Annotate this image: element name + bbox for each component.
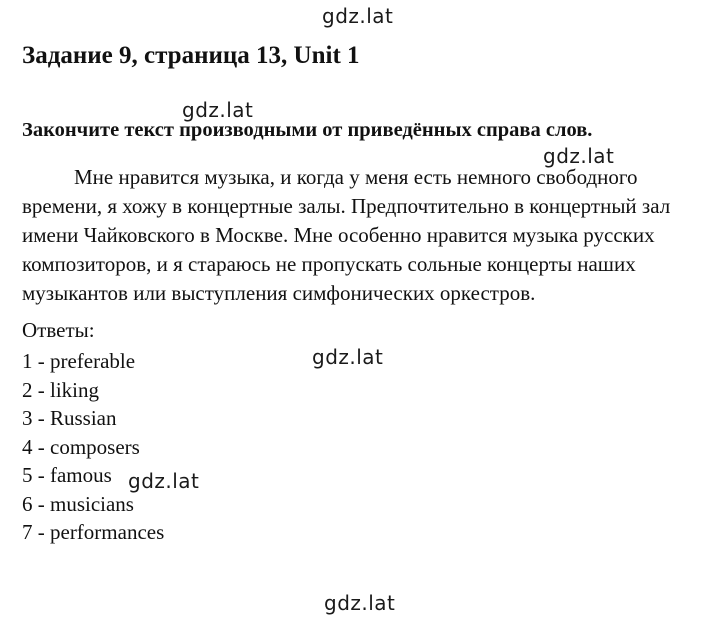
task-paragraph [22,163,712,308]
paragraph-line: композиторов, и я стараюсь не пропускать сольные концерты наших [22,252,636,276]
answer-item: 6 - musicians [22,491,134,516]
answer-item: 3 - Russian [22,406,117,430]
watermark-lower-left: gdz.lat [128,469,200,493]
answer-item: 5 - famous [22,463,112,487]
answers-list [22,347,164,547]
watermark-upper-left: gdz.lat [182,98,254,122]
paragraph-line: имени Чайковского в Москве. Мне особенно нравится музыка русских [22,223,655,247]
task-instruction: Закончите текст производными от приведённых справа слов. [22,119,593,141]
answer-item: 2 - liking [22,377,99,402]
watermark-upper-right: gdz.lat [543,144,615,168]
answers-label: Ответы: [22,318,95,342]
paragraph-line: музыкантов или выступления симфонических оркестров. [22,281,536,305]
answer-item: 4 - composers [22,434,140,459]
watermark-bottom: gdz.lat [324,591,396,615]
watermark-top: gdz.lat [322,4,394,28]
paragraph-line: времени, я хожу в концертные залы. Предпочтительно в концертный зал [22,194,671,218]
page-title: Задание 9, страница 13, Unit 1 [22,42,360,69]
watermark-middle: gdz.lat [312,345,384,369]
answer-item: 1 - preferable [22,349,136,373]
answer-item: 7 - performances [22,520,165,544]
paragraph-line: Мне нравится музыка, и когда у меня есть немного свободного [74,165,638,189]
